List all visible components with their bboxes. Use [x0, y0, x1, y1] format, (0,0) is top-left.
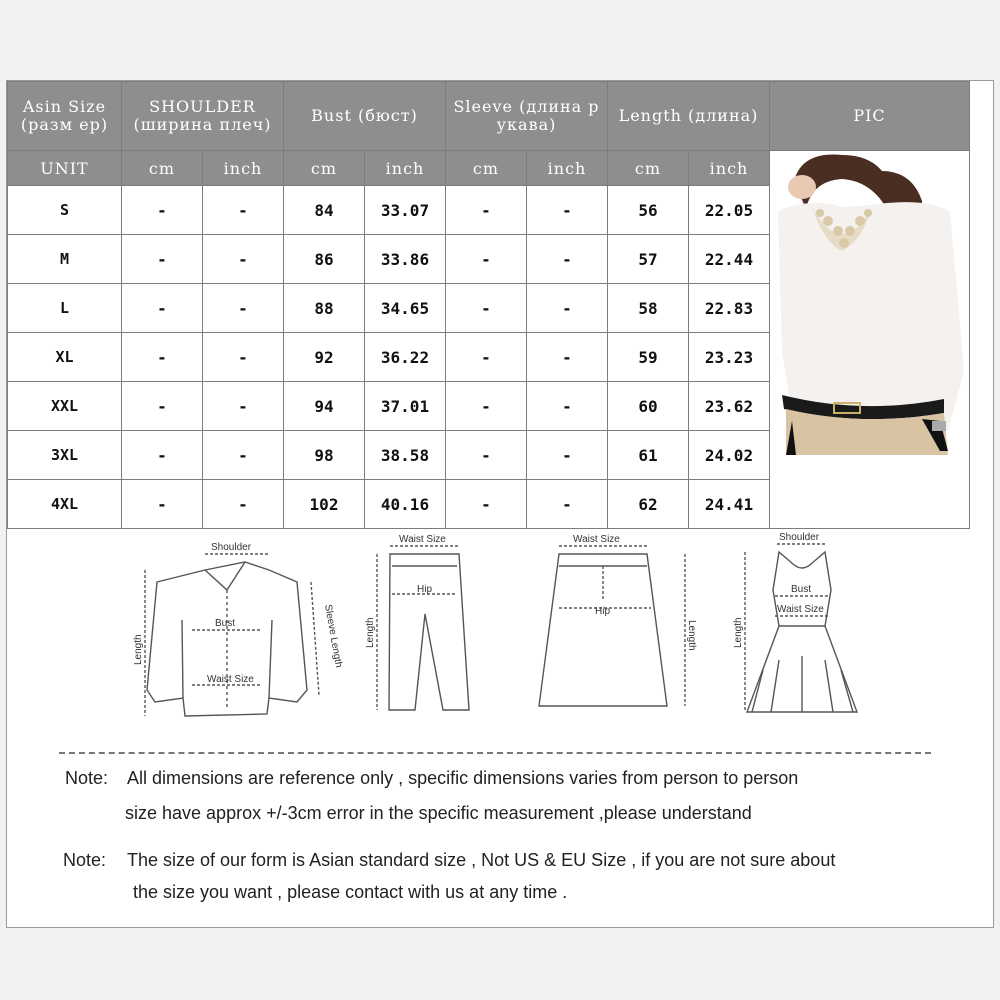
unit-bust-cm: cm: [284, 151, 365, 186]
size-cell: XL: [8, 333, 122, 382]
shoulder-inch-cell: -: [203, 431, 284, 480]
note-1-label: Note:: [65, 768, 109, 788]
size-cell: M: [8, 235, 122, 284]
skirt-length-label: Length: [686, 620, 697, 651]
sleeve-cm-cell: -: [446, 431, 527, 480]
sleeve-inch-cell: -: [527, 333, 608, 382]
header-sleeve: Sleeve (длина р укава): [446, 82, 608, 151]
note-2-line-1: The size of our form is Asian standard size , Not US & EU Size , if you are not sure about: [127, 850, 836, 870]
sleeve-inch-cell: -: [527, 480, 608, 529]
shoulder-cm-cell: -: [122, 382, 203, 431]
sleeve-inch-cell: -: [527, 235, 608, 284]
shoulder-inch-cell: -: [203, 333, 284, 382]
pants-hip-label: Hip: [417, 584, 433, 595]
bust-inch-cell: 33.07: [365, 186, 446, 235]
header-pic: PIC: [770, 82, 970, 151]
pants-diagram: [365, 534, 469, 710]
bust-inch-cell: 34.65: [365, 284, 446, 333]
note-2-label: Note:: [63, 850, 107, 870]
bust-cm-cell: 88: [284, 284, 365, 333]
shoulder-cm-cell: -: [122, 235, 203, 284]
blouse-photo: [772, 151, 968, 465]
pants-waist-label: Waist Size: [399, 534, 446, 545]
length-cm-cell: 57: [608, 235, 689, 284]
length-inch-cell: 24.02: [689, 431, 770, 480]
shoulder-inch-cell: -: [203, 284, 284, 333]
sleeve-cm-cell: -: [446, 480, 527, 529]
header-shoulder: SHOULDER (ширина плеч): [122, 82, 284, 151]
shoulder-cm-cell: -: [122, 333, 203, 382]
bust-inch-cell: 40.16: [365, 480, 446, 529]
length-inch-cell: 23.62: [689, 382, 770, 431]
shirt-length-label: Length: [133, 634, 144, 665]
note-1-line-2: size have approx +/-3cm error in the specific measurement ,please understand: [125, 803, 752, 823]
length-cm-cell: 56: [608, 186, 689, 235]
sleeve-cm-cell: -: [446, 333, 527, 382]
length-inch-cell: 22.83: [689, 284, 770, 333]
shoulder-inch-cell: -: [203, 186, 284, 235]
sleeve-inch-cell: -: [527, 431, 608, 480]
sleeve-cm-cell: -: [446, 382, 527, 431]
size-cell: S: [8, 186, 122, 235]
unit-sleeve-inch: inch: [527, 151, 608, 186]
header-length: Length (длина): [608, 82, 770, 151]
header-size: Asin Size (разм ер): [8, 82, 122, 151]
shoulder-cm-cell: -: [122, 186, 203, 235]
sleeve-inch-cell: -: [527, 382, 608, 431]
shirt-waist-label: Waist Size: [207, 674, 254, 685]
unit-bust-inch: inch: [365, 151, 446, 186]
pants-length-label: Length: [365, 617, 376, 648]
sleeve-inch-cell: -: [527, 284, 608, 333]
size-table: [7, 81, 970, 529]
dress-waist-label: Waist Size: [777, 604, 824, 615]
product-photo-cell: [770, 151, 970, 529]
shoulder-cm-cell: -: [122, 480, 203, 529]
dress-shoulder-label: Shoulder: [779, 532, 820, 543]
divider-dashed: [59, 752, 931, 754]
shirt-shoulder-label: Shoulder: [211, 542, 252, 553]
measurement-diagrams: [7, 530, 993, 730]
bust-cm-cell: 94: [284, 382, 365, 431]
note-1-line-1: All dimensions are reference only , specific dimensions varies from person to person: [127, 768, 799, 788]
length-cm-cell: 59: [608, 333, 689, 382]
bust-inch-cell: 38.58: [365, 431, 446, 480]
unit-shoulder-inch: inch: [203, 151, 284, 186]
size-cell: L: [8, 284, 122, 333]
shoulder-cm-cell: -: [122, 284, 203, 333]
length-inch-cell: 22.05: [689, 186, 770, 235]
dress-length-label: Length: [733, 617, 744, 648]
dress-bust-label: Bust: [791, 584, 812, 595]
unit-sleeve-cm: cm: [446, 151, 527, 186]
shoulder-inch-cell: -: [203, 382, 284, 431]
bust-inch-cell: 36.22: [365, 333, 446, 382]
note-2-line-2: the size you want , please contact with us at any time .: [133, 882, 568, 902]
length-cm-cell: 60: [608, 382, 689, 431]
shoulder-cm-cell: -: [122, 431, 203, 480]
length-inch-cell: 23.23: [689, 333, 770, 382]
bust-cm-cell: 102: [284, 480, 365, 529]
bust-inch-cell: 33.86: [365, 235, 446, 284]
dress-diagram: [733, 532, 857, 712]
shirt-bust-label: Bust: [215, 618, 236, 629]
unit-length-inch: inch: [689, 151, 770, 186]
sleeve-cm-cell: -: [446, 186, 527, 235]
sleeve-inch-cell: -: [527, 186, 608, 235]
length-cm-cell: 61: [608, 431, 689, 480]
unit-shoulder-cm: cm: [122, 151, 203, 186]
skirt-diagram: [539, 534, 697, 706]
size-cell: XXL: [8, 382, 122, 431]
unit-label: UNIT: [8, 151, 122, 186]
size-chart-sheet: [6, 80, 994, 928]
shoulder-inch-cell: -: [203, 480, 284, 529]
length-cm-cell: 58: [608, 284, 689, 333]
length-cm-cell: 62: [608, 480, 689, 529]
shirt-diagram: [133, 542, 344, 716]
shirt-sleeve-label: Sleeve Length: [322, 603, 344, 669]
unit-length-cm: cm: [608, 151, 689, 186]
skirt-hip-label: Hip: [595, 606, 611, 617]
header-bust: Bust (бюст): [284, 82, 446, 151]
size-cell: 4XL: [8, 480, 122, 529]
bust-inch-cell: 37.01: [365, 382, 446, 431]
bust-cm-cell: 84: [284, 186, 365, 235]
length-inch-cell: 24.41: [689, 480, 770, 529]
shoulder-inch-cell: -: [203, 235, 284, 284]
sleeve-cm-cell: -: [446, 235, 527, 284]
bust-cm-cell: 98: [284, 431, 365, 480]
size-cell: 3XL: [8, 431, 122, 480]
length-inch-cell: 22.44: [689, 235, 770, 284]
bust-cm-cell: 86: [284, 235, 365, 284]
bust-cm-cell: 92: [284, 333, 365, 382]
skirt-waist-label: Waist Size: [573, 534, 620, 545]
sleeve-cm-cell: -: [446, 284, 527, 333]
